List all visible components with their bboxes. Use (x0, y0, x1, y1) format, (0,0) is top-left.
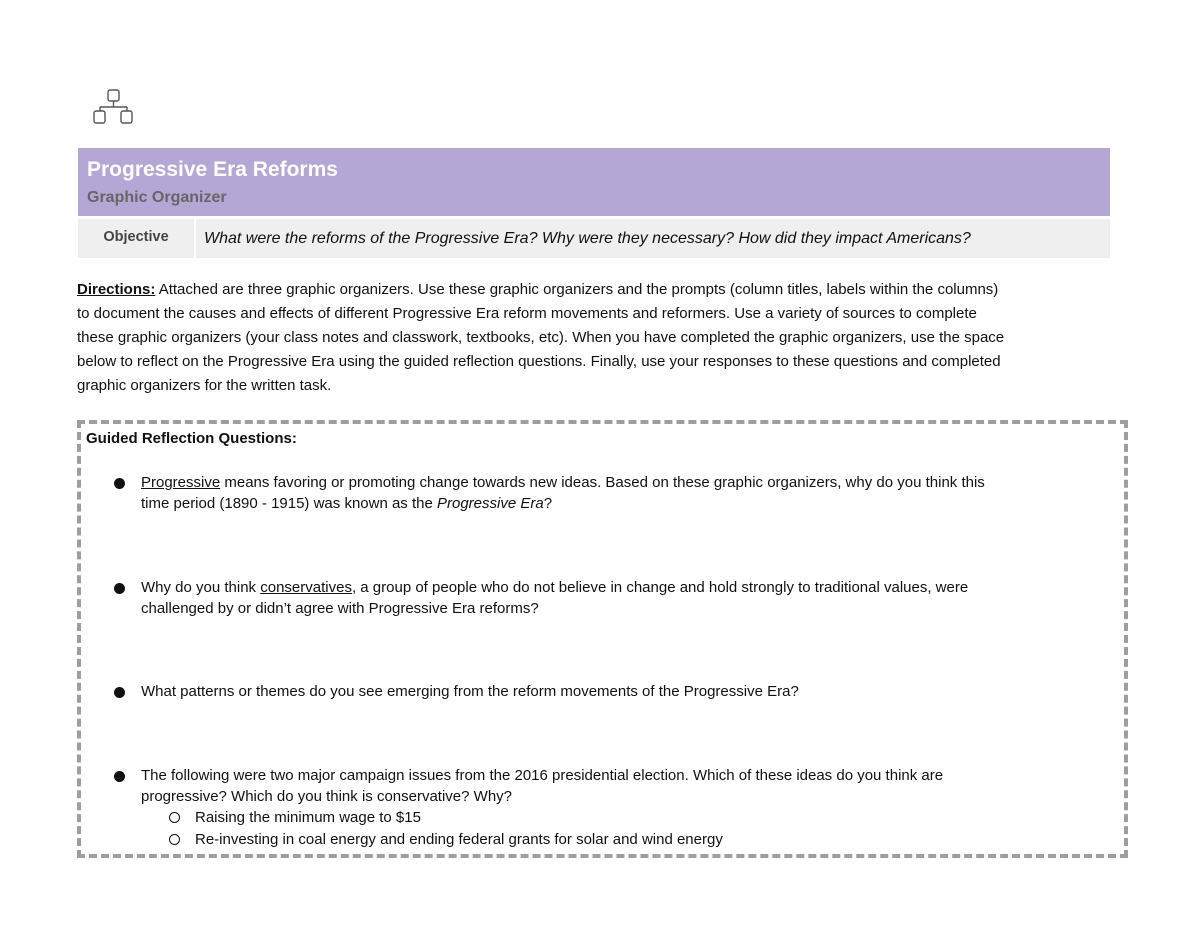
page-title: Progressive Era Reforms (87, 158, 338, 181)
hollow-bullet-icon (169, 812, 180, 823)
objective-text: What were the reforms of the Progressive Era? Why were they necessary? How did they impact Americans? (204, 230, 971, 247)
question-3: What patterns or themes do you see emerging from the reform movements of the Progressive Era? (141, 681, 799, 702)
bullet-icon (114, 771, 125, 782)
sub-item: Re-investing in coal energy and ending federal grants for solar and wind energy (195, 829, 723, 850)
directions-lead: Directions: (77, 281, 156, 298)
directions-line-5: graphic organizers for the written task. (77, 377, 332, 394)
bullet-icon (114, 687, 125, 698)
bullet-icon (114, 583, 125, 594)
objective-row (78, 219, 1110, 258)
question-4: The following were two major campaign issues from the 2016 presidential election. Which of these ideas do you think are progressive? Which do you think is conservative? Why? (141, 765, 943, 807)
page-subtitle: Graphic Organizer (87, 189, 227, 206)
header-band (78, 148, 1110, 216)
question-1: Progressive means favoring or promoting change towards new ideas. Based on these graphic organizers, why do you think this time period (1890 - 1915) was known as the Progressive Era? (141, 472, 985, 514)
question-2: Why do you think conservatives, a group of people who do not believe in change and hold strongly to traditional values, were challenged by or didn’t agree with Progressive Era reforms? (141, 577, 968, 619)
directions-line-1: Directions: Attached are three graphic organizers. Use these graphic organizers and the prompts (column titles, labels within the columns) (77, 281, 999, 298)
sub-item: Raising the minimum wage to $15 (195, 807, 421, 828)
directions-paragraph (77, 278, 1127, 398)
term-progressive: Progressive (141, 474, 221, 491)
reflection-heading: Guided Reflection Questions: (86, 430, 297, 447)
objective-label: Objective (78, 219, 196, 258)
bullet-icon (114, 478, 125, 489)
org-chart-icon (92, 88, 134, 126)
hollow-bullet-icon (169, 834, 180, 845)
directions-line-4: below to reflect on the Progressive Era using the guided reflection questions. Finally, use your responses to these questions and completed (77, 353, 1001, 370)
term-conservatives: conservatives (260, 579, 352, 596)
directions-line-2: to document the causes and effects of different Progressive Era reform movements and reformers. Use a variety of sources to complete (77, 305, 977, 322)
directions-line-3: these graphic organizers (your class notes and classwork, textbooks, etc). When you have completed the graphic organizers, use the space (77, 329, 1005, 346)
